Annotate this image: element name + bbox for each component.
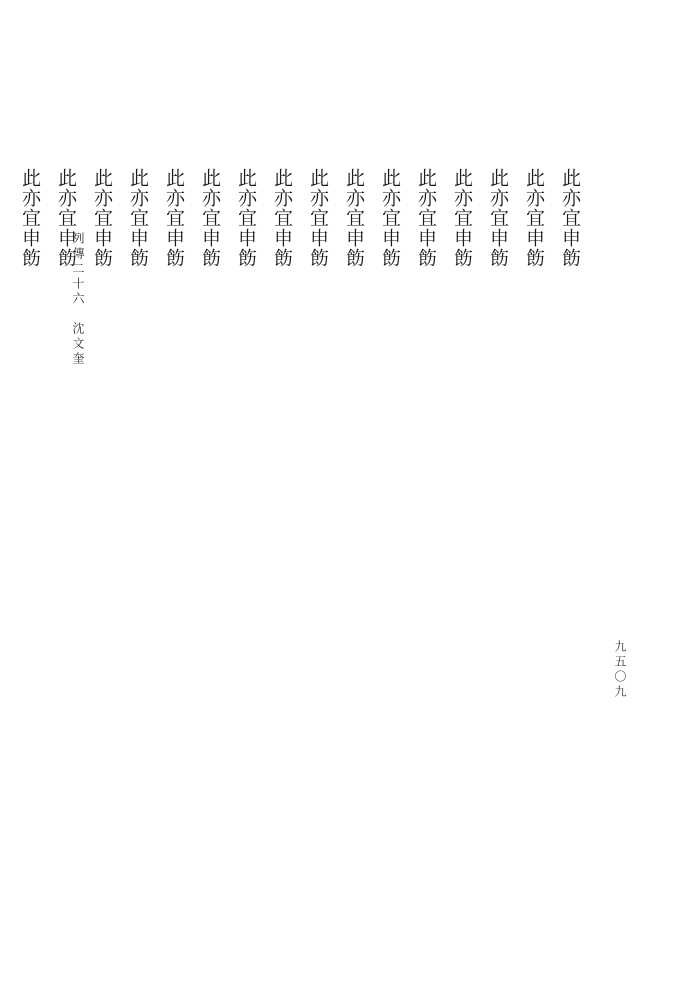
text-column-9: 此亦宜申飭 [271, 168, 293, 268]
text-column-7: 此亦宜申飭 [343, 168, 365, 268]
page-number: 九五〇九 [613, 640, 627, 700]
text-column-14: 此亦宜申飭 [91, 168, 113, 268]
text-column-12: 此亦宜申飭 [163, 168, 185, 268]
text-column-15: 此亦宜申飭 [55, 168, 77, 268]
text-column-1: 此亦宜申飭 [559, 168, 581, 268]
text-column-4: 此亦宜申飭 [451, 168, 473, 268]
text-column-5: 此亦宜申飭 [415, 168, 437, 268]
text-column-13: 此亦宜申飭 [127, 168, 149, 268]
text-column-11: 此亦宜申飭 [199, 168, 221, 268]
text-column-3: 此亦宜申飭 [487, 168, 509, 268]
text-column-2: 此亦宜申飭 [523, 168, 545, 268]
text-column-8: 此亦宜申飭 [307, 168, 329, 268]
running-title: 列傳二十六 沈文奎 [71, 232, 85, 367]
text-column-10: 此亦宜申飭 [235, 168, 257, 268]
text-column-6: 此亦宜申飭 [379, 168, 401, 268]
text-column-16: 此亦宜申飭 [19, 168, 41, 268]
